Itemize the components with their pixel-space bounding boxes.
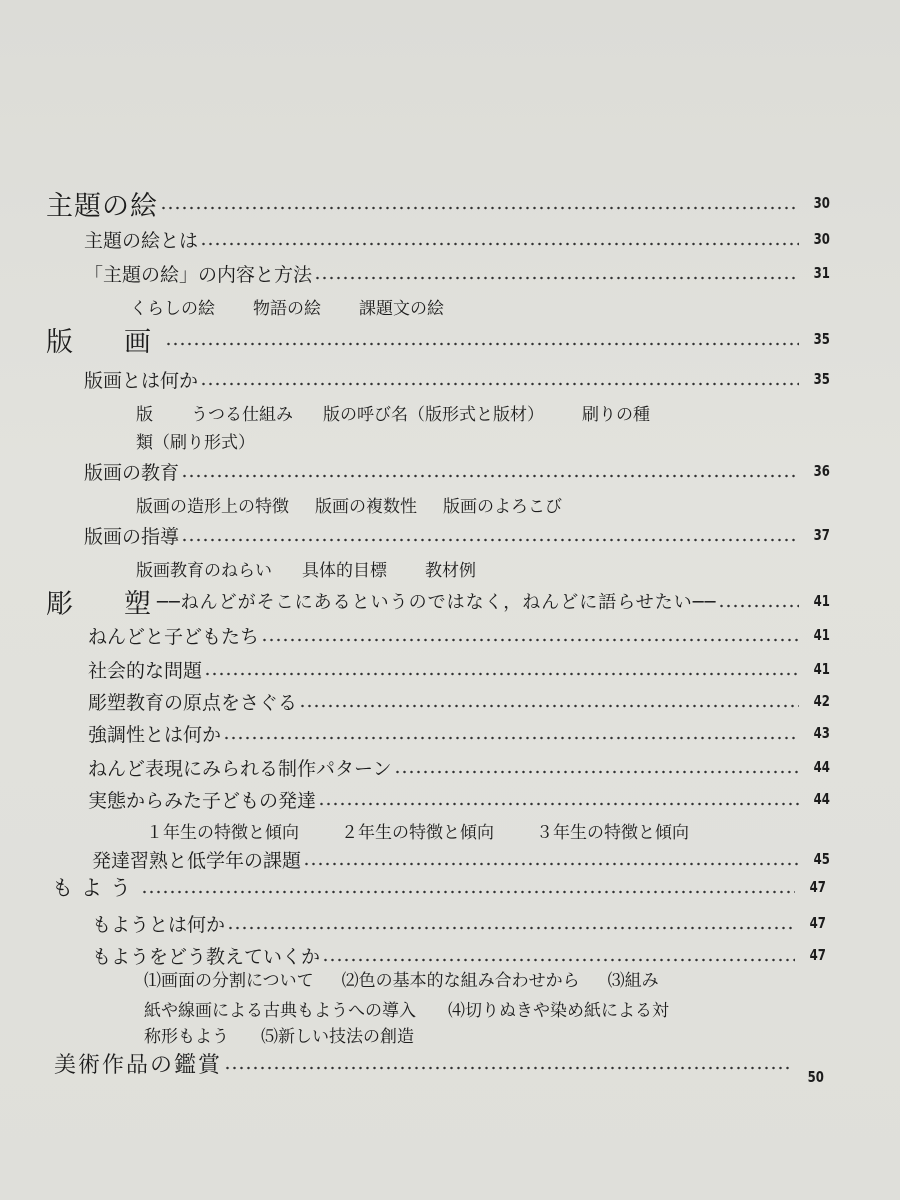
topic-list <box>136 400 650 425</box>
page-number: 44 <box>813 758 830 776</box>
topic: 称形もよう <box>144 1027 229 1047</box>
section-title: 美術作品の鑑賞 <box>54 1052 223 1078</box>
toc-entry <box>88 750 830 784</box>
entry-title: 強調性とは何か <box>88 723 222 746</box>
page-number: 43 <box>813 724 830 742</box>
toc-entry <box>84 454 830 488</box>
section-subtitle: ──ねんどがそこにあるというのではなく，ねんどに語らせたい── <box>157 592 717 613</box>
dot-leader <box>394 770 800 774</box>
entry-title: 社会的な問題 <box>88 659 203 682</box>
dot-leader <box>718 604 799 608</box>
entry-title: 版画の教育 <box>84 461 180 484</box>
dot-leader <box>141 890 795 894</box>
topic: １年生の特徴と傾向 <box>146 823 299 843</box>
dot-leader <box>165 342 799 346</box>
entry-title: 版画とは何か <box>84 369 199 392</box>
page-number: 45 <box>813 850 830 868</box>
toc-entry <box>84 256 830 290</box>
dot-leader <box>227 926 795 930</box>
topic: ⑵色の基本的な組み合わせから <box>341 971 580 991</box>
topic: 刷りの種 <box>582 405 650 425</box>
dot-leader <box>322 958 795 962</box>
toc-entry <box>88 618 830 652</box>
page-number: 35 <box>813 330 830 348</box>
toc-entry-section <box>46 322 830 356</box>
dot-leader <box>318 802 799 806</box>
topic-list <box>136 428 255 453</box>
topic: 版画の造形上の特徴 <box>136 497 289 517</box>
entry-title: 彫塑教育の原点をさぐる <box>88 691 298 714</box>
entry-title: もようをどう教えていくか <box>92 945 321 968</box>
entry-title: もようとは何か <box>92 913 226 936</box>
dot-leader <box>261 638 799 642</box>
topic: 具体的目標 <box>302 561 387 581</box>
dot-leader <box>303 862 799 866</box>
dot-leader <box>299 704 799 708</box>
section-title: 版 画 <box>46 326 163 358</box>
toc-entry-section <box>46 584 830 618</box>
topic-list <box>146 818 689 843</box>
entry-title: 発達習熟と低学年の課題 <box>92 849 302 872</box>
topic: ⑶組み <box>607 971 659 991</box>
toc-entry-section <box>54 1046 824 1086</box>
section-title: 主題の絵 <box>46 190 158 222</box>
dot-leader <box>181 538 799 542</box>
topic: ⑷切りぬきや染め紙による対 <box>448 1001 669 1021</box>
entry-title: ねんどと子どもたち <box>88 625 260 648</box>
topic: ⑸新しい技法の創造 <box>261 1027 414 1047</box>
topic: 版画の複数性 <box>315 497 417 517</box>
dot-leader <box>181 474 799 478</box>
page-number: 30 <box>813 194 830 212</box>
page-number: 50 <box>807 1068 824 1086</box>
page-number: 36 <box>813 462 830 480</box>
entry-title: 実態からみた子どもの発達 <box>88 789 317 812</box>
dot-leader <box>224 1066 793 1070</box>
entry-title: 版画の指導 <box>84 525 180 548</box>
topic: 物語の絵 <box>253 299 321 319</box>
topic: 教材例 <box>425 561 476 581</box>
page-number: 47 <box>809 914 826 932</box>
page-number: 31 <box>813 264 830 282</box>
page-number: 37 <box>813 526 830 544</box>
page-number: 30 <box>813 230 830 248</box>
section-title: 彫 塑 <box>46 588 163 620</box>
topic: 版画のよろこび <box>443 497 562 517</box>
topic: 紙や線画による古典もようへの導入 <box>144 1001 416 1021</box>
toc-entry <box>88 716 830 750</box>
entry-title: 主題の絵とは <box>84 229 199 252</box>
page-number: 44 <box>813 790 830 808</box>
toc-entry <box>84 222 830 256</box>
topic: 版 <box>136 405 153 425</box>
toc-entry <box>88 782 830 816</box>
toc-entry-section <box>46 186 830 220</box>
dot-leader <box>314 276 799 280</box>
topic-list <box>136 492 562 517</box>
dot-leader <box>223 736 799 740</box>
entry-title: ねんど表現にみられる制作パターン <box>88 757 392 780</box>
page-number: 47 <box>809 878 826 896</box>
page-number: 47 <box>809 946 826 964</box>
topic: 類（刷り形式） <box>136 433 255 453</box>
toc-entry <box>92 906 826 940</box>
topic-list <box>144 1022 414 1047</box>
dot-leader <box>200 242 799 246</box>
toc-entry <box>84 362 830 396</box>
topic: ⑴画面の分割について <box>144 971 314 991</box>
dot-leader <box>160 206 799 210</box>
topic: ２年生の特徴と傾向 <box>341 823 494 843</box>
toc-entry <box>88 652 830 686</box>
toc-entry <box>88 684 830 718</box>
topic-list <box>130 294 444 319</box>
toc-entry <box>84 518 830 552</box>
dot-leader <box>204 672 799 676</box>
topic: ３年生の特徴と傾向 <box>536 823 689 843</box>
page-number: 42 <box>813 692 830 710</box>
dot-leader <box>200 382 799 386</box>
topic-list <box>144 996 669 1021</box>
topic: 版画教育のねらい <box>136 561 272 581</box>
toc-entry-section <box>52 870 826 904</box>
topic: うつる仕組み <box>191 405 293 425</box>
page-number: 41 <box>813 660 830 678</box>
topic: 課題文の絵 <box>359 299 444 319</box>
section-title: もよう <box>52 876 139 900</box>
topic-list <box>144 966 659 991</box>
topic-list <box>136 556 476 581</box>
entry-title: 「主題の絵」の内容と方法 <box>84 263 313 286</box>
page-number: 35 <box>813 370 830 388</box>
topic: 版の呼び名（版形式と版材） <box>323 405 544 425</box>
page-number: 41 <box>813 626 830 644</box>
page-number: 41 <box>813 592 830 610</box>
topic: くらしの絵 <box>130 299 215 319</box>
